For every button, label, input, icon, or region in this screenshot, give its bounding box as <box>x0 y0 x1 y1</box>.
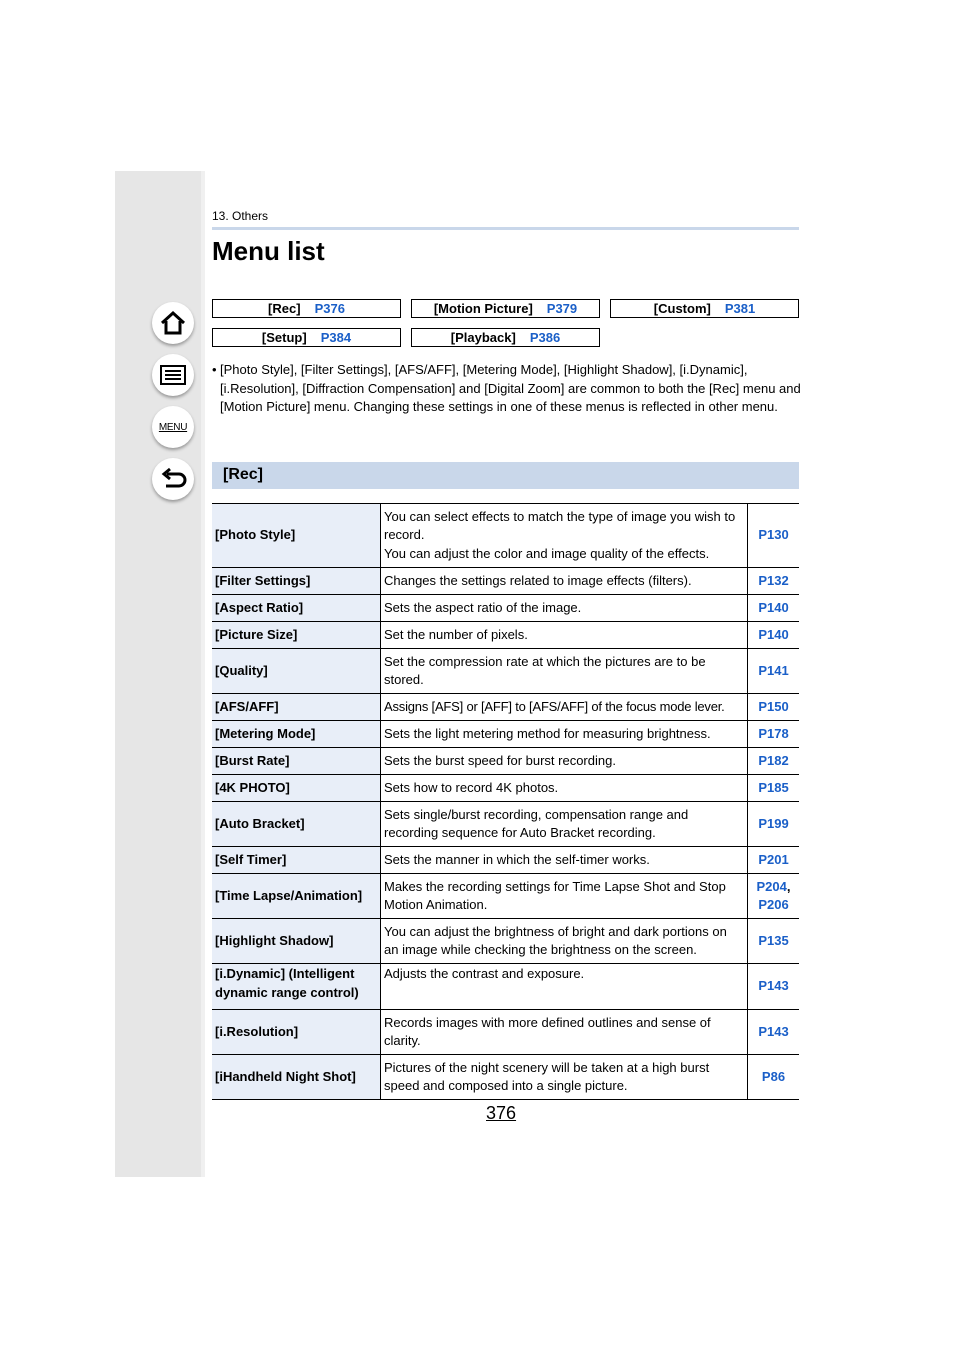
table-row <box>212 595 799 622</box>
nav-box-rec <box>212 299 401 318</box>
header-rule <box>212 227 799 230</box>
note-text: [Photo Style], [Filter Settings], [AFS/AFF], [Metering Mode], [Highlight Shadow], [i.Dynamic], [i.Resolution], [Diffraction Compensation] and [Digital Zoom] are common to both the [Rec] menu and [Motion Picture] menu. Changing these settings in one of these menus is reflected in other menu. <box>220 362 801 414</box>
row-desc: Sets the aspect ratio of the image. <box>381 595 748 622</box>
row-ref <box>748 1055 800 1100</box>
row-name: [Metering Mode] <box>212 721 381 748</box>
page-link[interactable]: P86 <box>761 1068 786 1084</box>
row-desc: Sets single/burst recording, compensation range and recording sequence for Auto Bracket recording. <box>381 802 748 847</box>
nav-box-setup <box>212 328 401 347</box>
row-name: [4K PHOTO] <box>212 775 381 802</box>
nav-custom-label: [Custom] <box>653 301 711 316</box>
row-desc: Set the compression rate at which the pictures are to be stored. <box>381 649 748 694</box>
row-desc-line: You can adjust the color and image quality of the effects. <box>384 545 710 561</box>
note <box>212 361 802 417</box>
table-row <box>212 649 799 694</box>
row-ref <box>748 919 800 964</box>
row-name: [Aspect Ratio] <box>212 595 381 622</box>
page-link[interactable]: P143 <box>758 978 789 994</box>
page-title: Menu list <box>212 236 325 266</box>
row-ref <box>748 595 800 622</box>
table-row <box>212 964 799 1010</box>
table-row <box>212 802 799 847</box>
page-link[interactable]: P201 <box>758 851 789 867</box>
row-desc: Sets the burst speed for burst recording. <box>381 748 748 775</box>
row-desc: Sets how to record 4K photos. <box>381 775 748 802</box>
page-link[interactable]: P178 <box>758 725 789 741</box>
row-ref <box>748 874 800 919</box>
row-ref <box>748 1010 800 1055</box>
contents-button[interactable] <box>152 354 194 396</box>
nav-setup-link[interactable]: P384 <box>320 330 352 345</box>
row-ref <box>748 694 800 721</box>
table-row <box>212 568 799 595</box>
row-name: [AFS/AFF] <box>212 694 381 721</box>
row-desc: Sets the light metering method for measuring brightness. <box>381 721 748 748</box>
sidebar-edge <box>201 171 205 1177</box>
page-link[interactable]: P130 <box>758 527 789 543</box>
row-ref <box>748 964 800 1010</box>
row-ref <box>748 622 800 649</box>
row-desc-line: You can select effects to match the type of image you wish to record. <box>384 508 736 543</box>
table-row <box>212 622 799 649</box>
row-name: [i.Dynamic] (Intelligent dynamic range control) <box>212 964 381 1010</box>
row-name: [Self Timer] <box>212 847 381 874</box>
row-ref <box>748 568 800 595</box>
chapter-label: 13. Others <box>212 209 269 223</box>
nav-motion-label: [Motion Picture] <box>433 301 533 316</box>
row-name: [Picture Size] <box>212 622 381 649</box>
page-link[interactable]: P141 <box>758 662 789 678</box>
row-desc: Sets the manner in which the self-timer works. <box>381 847 748 874</box>
page-link[interactable]: P204 <box>756 878 787 894</box>
row-desc: Records images with more defined outlines and sense of clarity. <box>381 1010 748 1055</box>
row-ref <box>748 802 800 847</box>
table-row <box>212 721 799 748</box>
row-desc: You can adjust the brightness of bright and dark portions on an image while checking the brightness on the screen. <box>381 919 748 964</box>
nav-playback-link[interactable]: P386 <box>529 330 561 345</box>
page-link[interactable]: P150 <box>758 698 789 714</box>
row-name: [iHandheld Night Shot] <box>212 1055 381 1100</box>
table-row <box>212 1055 799 1100</box>
row-ref <box>748 775 800 802</box>
back-icon <box>158 464 188 494</box>
row-ref <box>748 847 800 874</box>
row-desc: Makes the recording settings for Time Lapse Shot and Stop Motion Animation. <box>381 874 748 919</box>
page-link[interactable]: P132 <box>758 572 789 588</box>
table-row <box>212 694 799 721</box>
menu-icon: MENU <box>158 421 188 433</box>
menu-button[interactable] <box>152 406 194 448</box>
row-desc: Assigns [AFS] or [AFF] to [AFS/AFF] of the focus mode lever. <box>381 694 748 721</box>
row-name: [Auto Bracket] <box>212 802 381 847</box>
page-link[interactable]: P185 <box>758 779 789 795</box>
home-button[interactable] <box>152 302 194 344</box>
row-desc: Pictures of the night scenery will be taken at a high burst speed and composed into a single picture. <box>381 1055 748 1100</box>
row-name: [Time Lapse/Animation] <box>212 874 381 919</box>
table-row <box>212 775 799 802</box>
page-link[interactable]: P182 <box>758 752 789 768</box>
nav-rec-label: [Rec] <box>268 301 301 316</box>
section-title: [Rec] <box>212 462 799 489</box>
nav-motion-link[interactable]: P379 <box>546 301 578 316</box>
row-desc: Changes the settings related to image effects (filters). <box>381 568 748 595</box>
row-name: [Photo Style] <box>212 504 381 568</box>
row-name: [Highlight Shadow] <box>212 919 381 964</box>
page-number: 376 <box>486 1103 517 1123</box>
row-ref <box>748 504 800 568</box>
row-ref <box>748 649 800 694</box>
nav-box-playback <box>411 328 600 347</box>
table-row <box>212 847 799 874</box>
page-link[interactable]: P135 <box>758 932 789 948</box>
table-row <box>212 874 799 919</box>
table-row <box>212 919 799 964</box>
page-link[interactable]: P206 <box>758 897 789 912</box>
nav-rec-link[interactable]: P376 <box>314 301 345 316</box>
row-desc <box>381 504 748 568</box>
ref-separator: , <box>786 878 791 894</box>
nav-setup-label: [Setup] <box>261 330 307 345</box>
note-bullet: • <box>212 362 217 377</box>
table-row <box>212 748 799 775</box>
row-name: [Burst Rate] <box>212 748 381 775</box>
page-link[interactable]: P140 <box>758 599 789 615</box>
page-link[interactable]: P140 <box>758 626 789 642</box>
back-button[interactable] <box>152 458 194 500</box>
table-row <box>212 1010 799 1055</box>
row-desc: Adjusts the contrast and exposure. <box>381 964 748 1010</box>
row-ref <box>748 721 800 748</box>
nav-box-custom <box>610 299 799 318</box>
row-name: [i.Resolution] <box>212 1010 381 1055</box>
menu-table <box>212 503 799 1100</box>
table-row <box>212 504 799 568</box>
home-icon <box>158 308 188 338</box>
row-ref <box>748 748 800 775</box>
row-desc: Set the number of pixels. <box>381 622 748 649</box>
nav-box-motion-picture <box>411 299 600 318</box>
page-link[interactable]: P199 <box>758 815 789 831</box>
row-name: [Quality] <box>212 649 381 694</box>
nav-playback-label: [Playback] <box>450 330 516 345</box>
row-name: [Filter Settings] <box>212 568 381 595</box>
nav-custom-link[interactable]: P381 <box>724 301 756 316</box>
page-link[interactable]: P143 <box>758 1023 789 1039</box>
list-icon <box>158 360 188 390</box>
